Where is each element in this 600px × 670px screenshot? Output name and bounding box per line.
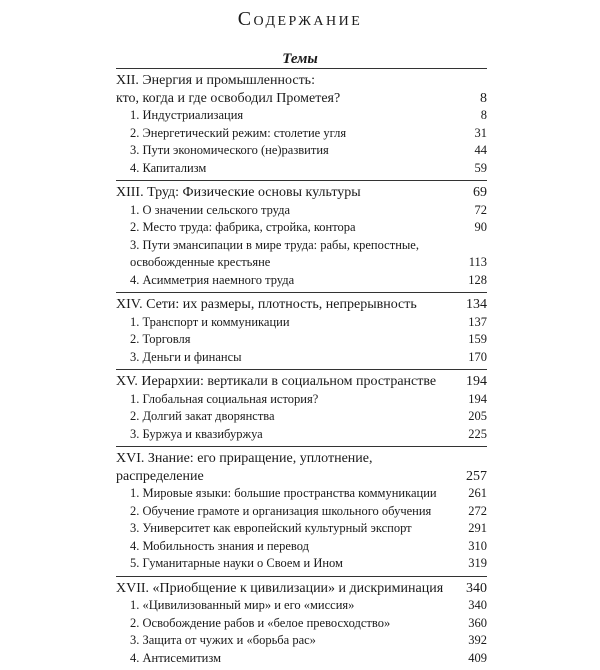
chapter-title: XIII. Труд: Физические основы культуры <box>116 184 473 202</box>
entry-title: 4. Мобильность знания и перевод <box>130 538 468 556</box>
chapter-heading[interactable] <box>116 373 487 391</box>
toc-entry[interactable] <box>116 391 487 409</box>
chapter-heading[interactable] <box>116 450 487 485</box>
entry-title: 2. Место труда: фабрика, стройка, контора <box>130 219 475 237</box>
toc-entry[interactable] <box>116 408 487 426</box>
chapter-page-number: 69 <box>473 184 487 202</box>
toc-entry[interactable] <box>116 237 487 272</box>
chapter-page-number: 340 <box>466 580 487 598</box>
entry-page-number: 392 <box>468 632 487 650</box>
chapter-page-number: 8 <box>480 90 487 108</box>
entry-page-number: 261 <box>468 485 487 503</box>
toc-chapter <box>116 68 487 180</box>
entry-title: 3. Пути эмансипации в мире труда: рабы, крепостные, освобожденные крестьяне <box>130 237 469 272</box>
entry-page-number: 310 <box>468 538 487 556</box>
entry-page-number: 170 <box>468 349 487 367</box>
chapter-page-number: 194 <box>466 373 487 391</box>
toc-entry[interactable] <box>116 520 487 538</box>
toc-entry[interactable] <box>116 349 487 367</box>
toc-entry[interactable] <box>116 426 487 444</box>
entry-page-number: 113 <box>469 254 487 272</box>
entry-title: 1. Мировые языки: большие пространства коммуникации <box>130 485 468 503</box>
toc-chapter <box>116 576 487 670</box>
toc-entry[interactable] <box>116 314 487 332</box>
entry-page-number: 159 <box>468 331 487 349</box>
entry-title: 2. Обучение грамоте и организация школьного обучения <box>130 503 468 521</box>
table-of-contents <box>116 68 487 670</box>
toc-chapter <box>116 369 487 446</box>
entry-page-number: 8 <box>481 107 487 125</box>
toc-chapter <box>116 180 487 292</box>
entry-title: 2. Долгий закат дворянства <box>130 408 468 426</box>
chapter-page-number: 257 <box>466 468 487 486</box>
entry-title: 4. Асимметрия наемного труда <box>130 272 468 290</box>
toc-entry[interactable] <box>116 632 487 650</box>
entry-page-number: 72 <box>475 202 488 220</box>
entry-page-number: 205 <box>468 408 487 426</box>
entry-title: 1. Индустриализация <box>130 107 481 125</box>
entry-page-number: 272 <box>468 503 487 521</box>
entry-title: 3. Защита от чужих и «борьба рас» <box>130 632 468 650</box>
entry-page-number: 291 <box>468 520 487 538</box>
chapter-title: XIV. Сети: их размеры, плотность, непрерывность <box>116 296 466 314</box>
chapter-title: XII. Энергия и промышленность: кто, когда и где освободил Прометея? <box>116 72 480 107</box>
toc-entry[interactable] <box>116 125 487 143</box>
entry-page-number: 340 <box>468 597 487 615</box>
entry-page-number: 137 <box>468 314 487 332</box>
toc-entry[interactable] <box>116 503 487 521</box>
chapter-heading[interactable] <box>116 296 487 314</box>
chapter-heading[interactable] <box>116 580 487 598</box>
entry-page-number: 59 <box>475 160 488 178</box>
chapter-title: XVI. Знание: его приращение, уплотнение, распределение <box>116 450 466 485</box>
toc-entry[interactable] <box>116 202 487 220</box>
chapter-title: XV. Иерархии: вертикали в социальном пространстве <box>116 373 466 391</box>
toc-chapter <box>116 446 487 576</box>
toc-entry[interactable] <box>116 219 487 237</box>
toc-entry[interactable] <box>116 331 487 349</box>
toc-entry[interactable] <box>116 160 487 178</box>
entry-title: 3. Пути экономического (не)развития <box>130 142 475 160</box>
entry-title: 3. Университет как европейский культурный экспорт <box>130 520 468 538</box>
chapter-heading[interactable] <box>116 184 487 202</box>
entry-title: 1. Глобальная социальная история? <box>130 391 468 409</box>
toc-entry[interactable] <box>116 107 487 125</box>
entry-page-number: 128 <box>468 272 487 290</box>
toc-chapter <box>116 292 487 369</box>
entry-title: 1. О значении сельского труда <box>130 202 475 220</box>
entry-page-number: 319 <box>468 555 487 573</box>
entry-page-number: 31 <box>475 125 488 143</box>
entry-page-number: 360 <box>468 615 487 633</box>
toc-entry[interactable] <box>116 555 487 573</box>
entry-page-number: 90 <box>475 219 488 237</box>
toc-entry[interactable] <box>116 272 487 290</box>
toc-entry[interactable] <box>116 615 487 633</box>
toc-entry[interactable] <box>116 650 487 668</box>
chapter-heading[interactable] <box>116 72 487 107</box>
toc-entry[interactable] <box>116 485 487 503</box>
toc-entry[interactable] <box>116 142 487 160</box>
entry-page-number: 225 <box>468 426 487 444</box>
toc-entry[interactable] <box>116 538 487 556</box>
chapter-page-number: 134 <box>466 296 487 314</box>
entry-title: 2. Освобождение рабов и «белое превосходство» <box>130 615 468 633</box>
entry-page-number: 409 <box>468 650 487 668</box>
entry-page-number: 44 <box>475 142 488 160</box>
entry-title: 4. Антисемитизм <box>130 650 468 668</box>
entry-title: 3. Буржуа и квазибуржуа <box>130 426 468 444</box>
entry-title: 3. Деньги и финансы <box>130 349 468 367</box>
chapter-title: XVII. «Приобщение к цивилизации» и дискриминация <box>116 580 466 598</box>
entry-title: 2. Торговля <box>130 331 468 349</box>
entry-page-number: 194 <box>468 391 487 409</box>
entry-title: 4. Капитализм <box>130 160 475 178</box>
entry-title: 2. Энергетический режим: столетие угля <box>130 125 475 143</box>
entry-title: 5. Гуманитарные науки о Своем и Ином <box>130 555 468 573</box>
entry-title: 1. Транспорт и коммуникации <box>130 314 468 332</box>
entry-title: 1. «Цивилизованный мир» и его «миссия» <box>130 597 468 615</box>
section-title: Темы <box>0 51 600 68</box>
page-title: Содержание <box>0 8 600 31</box>
